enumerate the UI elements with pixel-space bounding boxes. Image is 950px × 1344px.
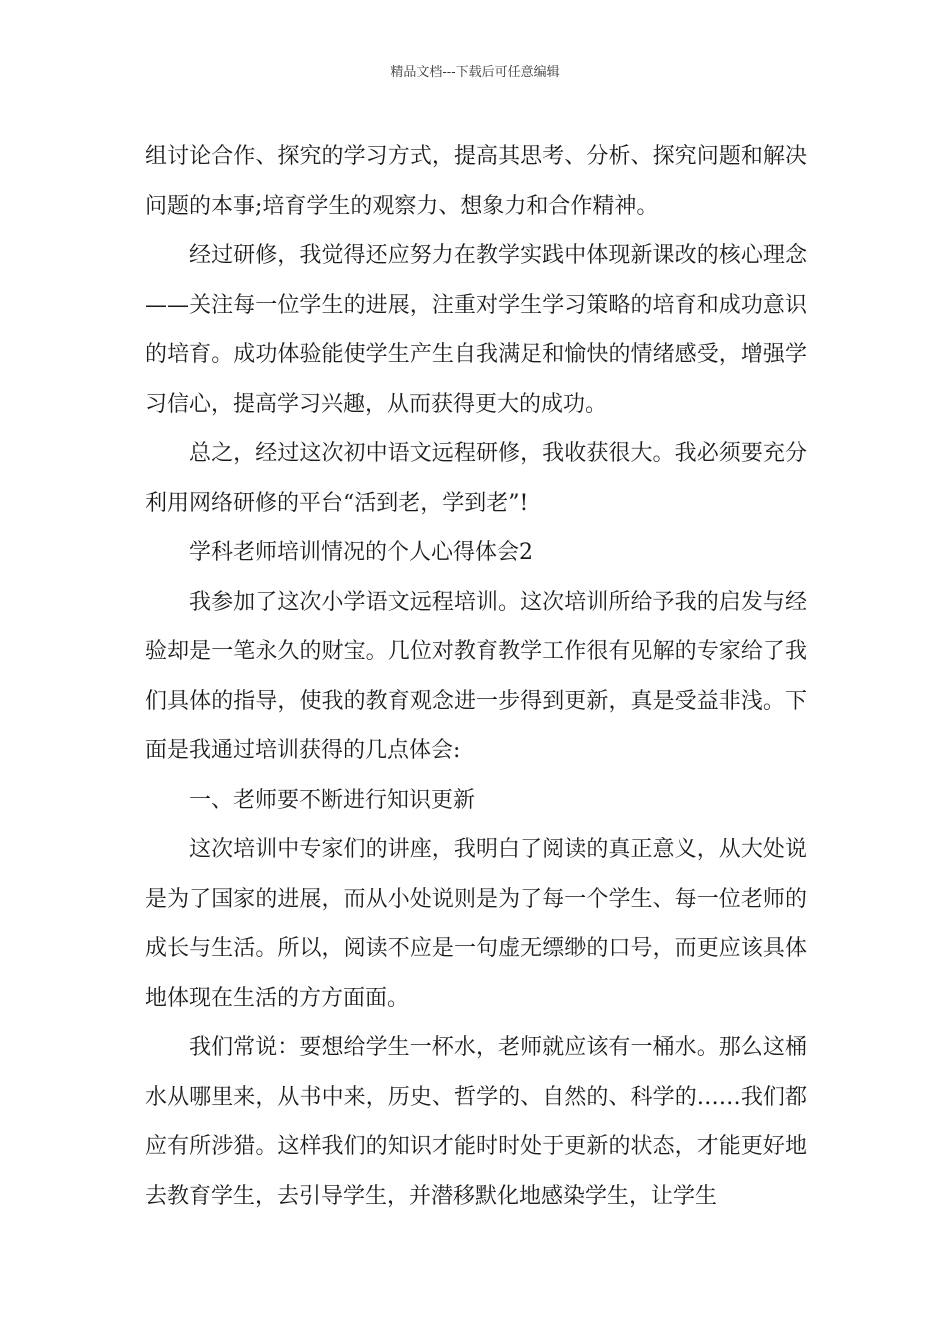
section-title: 学科老师培训情况的个人心得体会2 (189, 540, 533, 565)
document-body (145, 132, 807, 1221)
paragraph-5: 这次培训中专家们的讲座，我明白了阅读的真正意义，从大处说是为了国家的进展，而从小处说则是为了每一个学生、每一位老师的成长与生活。所以，阅读不应是一句虚无缥缈的口号，而更应该具体地体现在生活的方方面面。 (145, 837, 807, 1011)
subheading-1: 一、老师要不断进行知识更新 (189, 787, 476, 813)
paragraph-4: 我参加了这次小学语文远程培训。这次培训所给予我的启发与经验却是一笔永久的财宝。几位对教育教学工作很有见解的专家给了我们具体的指导，使我的教育观念进一步得到更新，真是受益非浅。下面是我通过培训获得的几点体会: (145, 589, 807, 763)
paragraph-6: 我们常说：要想给学生一杯水，老师就应该有一桶水。那么这桶水从哪里来，从书中来，历史、哲学的、自然的、科学的……我们都应有所涉猎。这样我们的知识才能时时处于更新的状态，才能更好地去教育学生，去引导学生，并潜移默化地感染学生，让学生 (145, 1035, 807, 1209)
paragraph-3: 总之，经过这次初中语文远程研修，我收获很大。我必须要充分利用网络研修的平台“活到老，学到老”! (145, 441, 807, 516)
page-header: 精品文档---下载后可任意编辑 (390, 65, 560, 80)
paragraph-1: 组讨论合作、探究的学习方式，提高其思考、分析、探究问题和解决问题的本事;培育学生的观察力、想象力和合作精神。 (145, 144, 807, 219)
paragraph-2: 经过研修，我觉得还应努力在教学实践中体现新课改的核心理念——关注每一位学生的进展，注重对学生学习策略的培育和成功意识的培育。成功体验能使学生产生自我满足和愉快的情绪感受，增强学习信心，提高学习兴趣，从而获得更大的成功。 (145, 243, 807, 417)
